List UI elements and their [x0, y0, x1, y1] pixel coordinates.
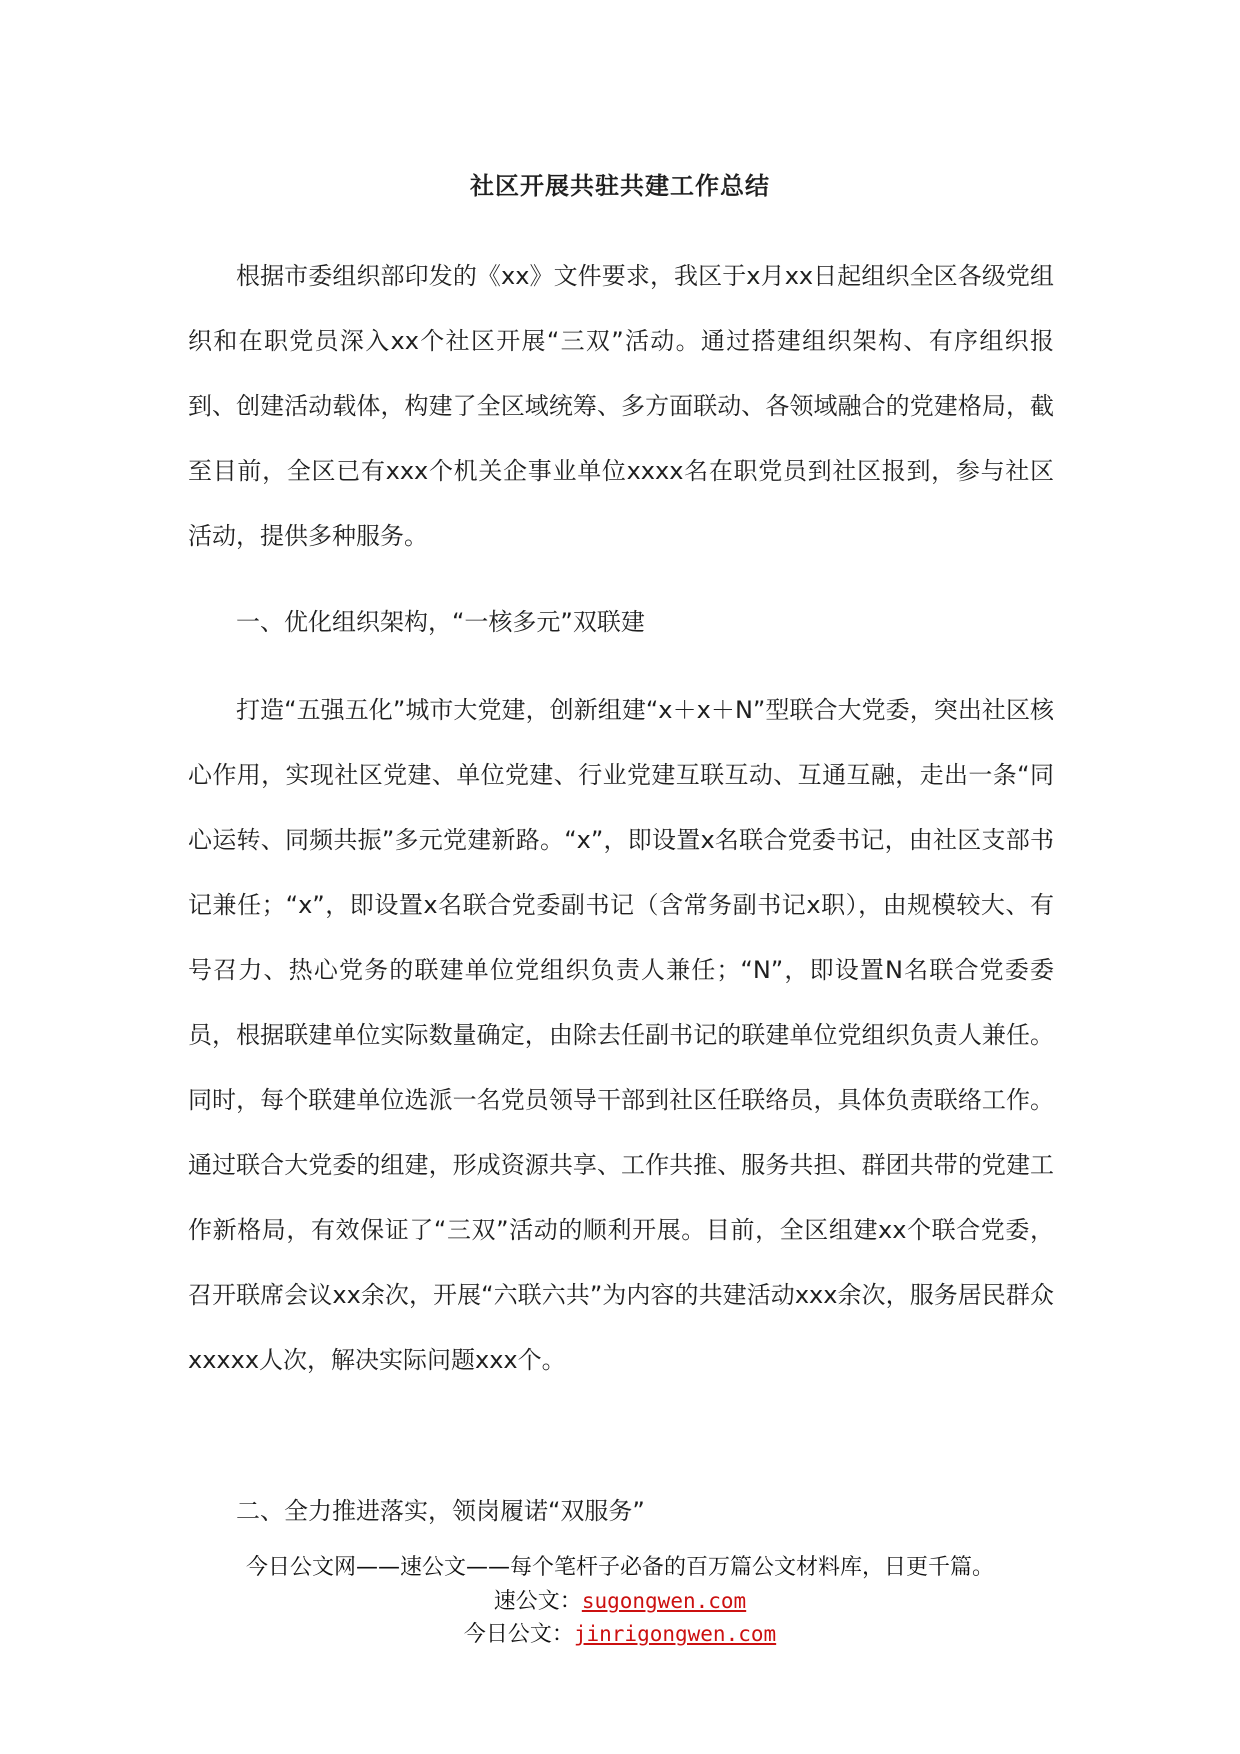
section-2-heading-block [188, 1479, 1054, 1544]
sugongwen-link[interactable]: sugongwen.com [581, 1589, 747, 1613]
intro-paragraph-block [188, 244, 1054, 569]
section-2-heading: 二、全力推进落实，领岗履诺“双服务” [236, 1497, 645, 1525]
section-1-paragraph: 打造“五强五化”城市大党建，创新组建“x＋x＋N”型联合大党委，突出社区核心作用，实现社区党建、单位党建、行业党建互联互动、互通互融，走出一条“同心运转、同频共振”多元党建新路。“x”，即设置x名联合党委书记，由社区支部书记兼任；“x”，即设置x名联合党委副书记（含常务副书记x职），由规模较大、有号召力、热心党务的联建单位党组织负责人兼任；“N”，即设置N名联合党委委员，根据联建单位实际数量确定，由除去任副书记的联建单位党组织负责人兼任。同时，每个联建单位选派一名党员领导干部到社区任联络员，具体负责联络工作。通过联合大党委的组建，形成资源共享、工作共推、服务共担、群团共带的党建工作新格局，有效保证了“三双”活动的顺利开展。目前，全区组建xx个联合党委，召开联席会议xx余次，开展“六联六共”为内容的共建活动xxx余次，服务居民群众xxxxx人次，解决实际问题xxx个。 [188, 696, 1054, 1374]
footer-sugongwen-label: 速公文： [493, 1589, 582, 1614]
section-1-heading-block [188, 590, 1054, 655]
document-title: 社区开展共驻共建工作总结 [470, 172, 770, 200]
footer-jinrigongwen-label: 今日公文： [463, 1622, 574, 1647]
footer-promo-line: 今日公文网——速公文——每个笔杆子必备的百万篇公文材料库，日更千篇。 [245, 1555, 994, 1580]
intro-paragraph: 根据市委组织部印发的《xx》文件要求，我区于x月xx日起组织全区各级党组织和在职党员深入xx个社区开展“三双”活动。通过搭建组织架构、有序组织报到、创建活动载体，构建了全区域统筹、多方面联动、各领域融合的党建格局，截至目前，全区已有xxx个机关企事业单位xxxx名在职党员到社区报到，参与社区活动，提供多种服务。 [188, 262, 1054, 550]
section-1-heading: 一、优化组织架构，“一核多元”双联建 [236, 608, 645, 636]
jinrigongwen-link[interactable]: jinrigongwen.com [573, 1622, 777, 1646]
footer-sugongwen-line [0, 1586, 1240, 1617]
section-1-paragraph-block [188, 678, 1054, 1393]
footer-jinrigongwen-line [0, 1619, 1240, 1650]
